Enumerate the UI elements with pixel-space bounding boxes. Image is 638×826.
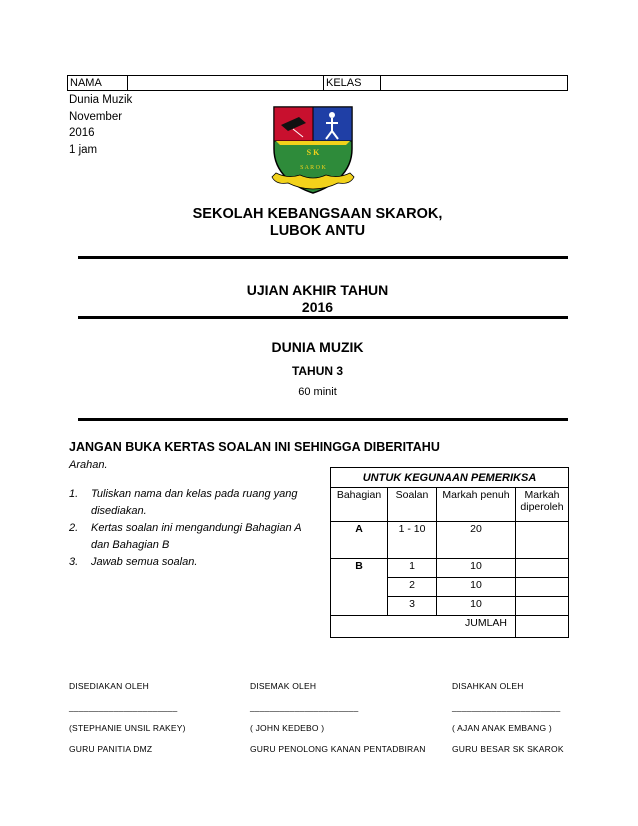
table-row (331, 522, 569, 559)
cell-soalan: 1 - 10 (388, 522, 437, 559)
instruction-number: 1. (69, 488, 79, 500)
instruction-item (69, 486, 319, 520)
col-header-markah-diperoleh: Markah diperoleh (516, 488, 569, 522)
exam-year: 2016 (301, 299, 334, 315)
table-row (331, 597, 569, 616)
cell-diperoleh[interactable] (516, 522, 569, 559)
instruction-text: Kertas soalan ini mengandungi Bahagian A dan Bahagian B (91, 522, 302, 551)
name-class-header (67, 75, 568, 91)
cell-penuh: 10 (437, 597, 516, 616)
cell-soalan: 3 (388, 597, 437, 616)
col-header-markah-penuh: Markah penuh (437, 488, 516, 522)
signature-line: ______________________ (69, 702, 178, 712)
exam-title-line: UJIAN AKHIR TAHUN (246, 282, 389, 298)
meta-duration: 1 jam (69, 143, 98, 156)
col-header-bahagian: Bahagian (331, 488, 388, 522)
signature-line: ______________________ (250, 702, 359, 712)
signature-line: ______________________ (452, 702, 561, 712)
name-field[interactable] (128, 76, 324, 90)
instruction-item (69, 554, 319, 571)
warning-heading: JANGAN BUKA KERTAS SOALAN INI SEHINGGA DIBERITAHU (69, 440, 440, 454)
school-name-line2: LUBOK ANTU (269, 223, 366, 239)
crest-arc-text: S A R O K (300, 165, 326, 171)
class-field[interactable] (381, 76, 567, 90)
cell-bahagian (331, 597, 388, 616)
crest-initials: S K (306, 148, 320, 157)
paper-meta (69, 92, 132, 158)
signature-role: DISEMAK OLEH (250, 681, 317, 691)
divider (78, 316, 568, 319)
meta-subject: Dunia Muzik (69, 94, 133, 106)
cell-penuh: 20 (437, 522, 516, 559)
mark-table-title: UNTUK KEGUNAAN PEMERIKSA (331, 468, 569, 488)
cell-bahagian: B (331, 559, 388, 578)
signature-block-checked (250, 676, 426, 760)
total-cell[interactable] (516, 616, 569, 638)
table-row (331, 578, 569, 597)
class-label: KELAS (324, 76, 381, 90)
instruction-number: 2. (69, 522, 79, 534)
divider (78, 256, 568, 259)
signature-block-prepared (69, 676, 186, 760)
total-label: JUMLAH (331, 616, 516, 638)
paper-time: 60 minit (298, 386, 337, 398)
name-label: NAMA (68, 76, 128, 90)
cell-diperoleh[interactable] (516, 559, 569, 578)
signature-title: GURU BESAR SK SKAROK (452, 744, 564, 754)
meta-year: 2016 (69, 127, 95, 139)
instruction-text: Jawab semua soalan. (91, 556, 198, 568)
signature-title: GURU PANITIA DMZ (69, 744, 153, 754)
paper-subject: DUNIA MUZIK (271, 339, 364, 355)
meta-month: November (69, 110, 123, 123)
total-row (331, 616, 569, 638)
school-name (67, 206, 568, 240)
signature-name: ( JOHN KEDEBO ) (250, 723, 325, 733)
signature-name: (STEPHANIE UNSIL RAKEY) (69, 723, 186, 733)
cell-diperoleh[interactable] (516, 578, 569, 597)
signature-title: GURU PENOLONG KANAN PENTADBIRAN (250, 744, 426, 754)
divider (78, 418, 568, 421)
signature-block-approved (452, 676, 564, 760)
col-header-soalan: Soalan (388, 488, 437, 522)
cell-soalan: 1 (388, 559, 437, 578)
instructions-list (69, 486, 319, 571)
signature-role: DISAHKAN OLEH (452, 681, 524, 691)
school-name-line1: SEKOLAH KEBANGSAAN SKAROK, (192, 206, 443, 222)
cell-soalan: 2 (388, 578, 437, 597)
instruction-item (69, 520, 319, 554)
signature-name: ( AJAN ANAK EMBANG ) (452, 723, 552, 733)
instruction-number: 3. (69, 556, 79, 568)
cell-penuh: 10 (437, 559, 516, 578)
school-crest-logo (266, 103, 360, 195)
instruction-text: Tuliskan nama dan kelas pada ruang yang disediakan. (91, 488, 298, 517)
cell-penuh: 10 (437, 578, 516, 597)
cell-diperoleh[interactable] (516, 597, 569, 616)
cell-bahagian (331, 578, 388, 597)
cell-bahagian: A (331, 522, 388, 559)
table-row (331, 559, 569, 578)
instructions-label: Arahan. (69, 459, 108, 471)
exam-title (67, 282, 568, 316)
signature-role: DISEDIAKAN OLEH (69, 681, 149, 691)
paper-level: TAHUN 3 (291, 364, 344, 378)
examiner-mark-table (330, 467, 569, 638)
